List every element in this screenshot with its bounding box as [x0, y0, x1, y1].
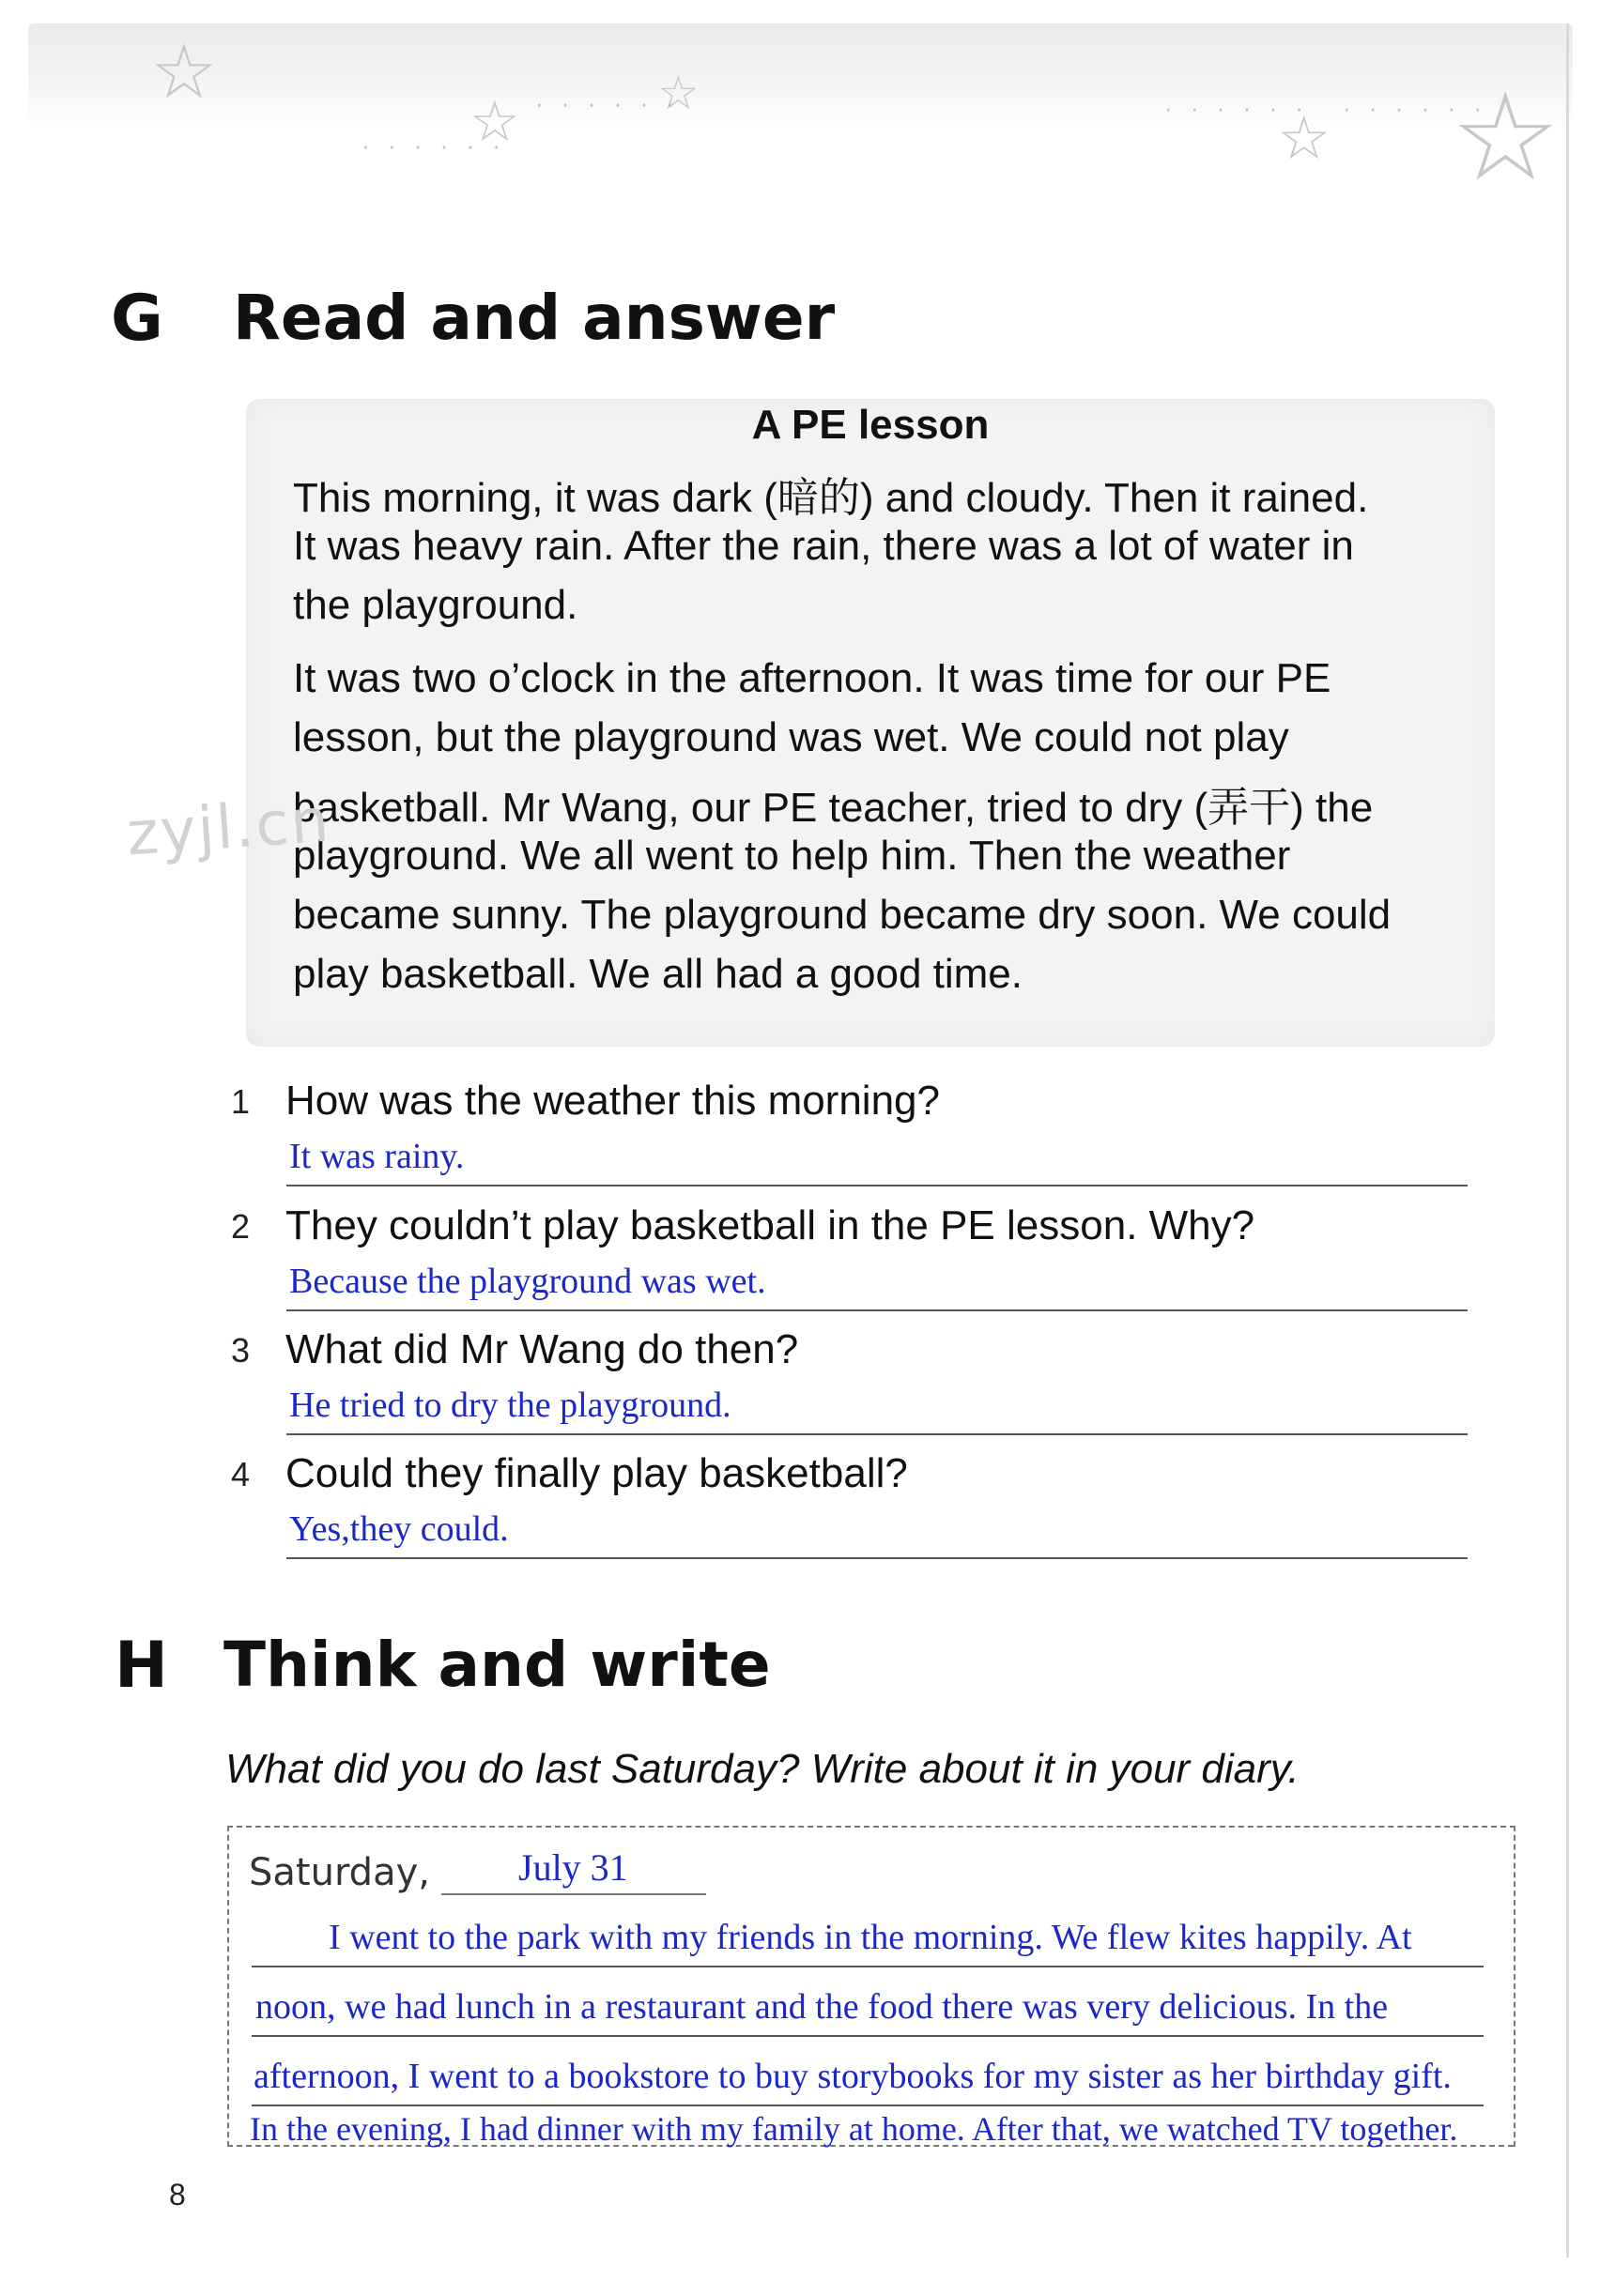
- diary-rule: [252, 2105, 1484, 2106]
- question-text: They couldn’t play basketball in the PE lesson. Why?: [285, 1202, 1255, 1248]
- answer-line: [286, 1309, 1468, 1311]
- diary-line: afternoon, I went to a bookstore to buy storybooks for my sister as her birthday gift.: [254, 2057, 1452, 2096]
- question-text: How was the weather this morning?: [285, 1078, 940, 1124]
- passage-line: became sunny. The playground became dry soon. We could: [293, 892, 1392, 938]
- passage-line: It was two o’clock in the afternoon. It was time for our PE: [293, 655, 1331, 701]
- section-g-letter: G: [111, 282, 163, 356]
- answer-text: He tried to dry the playground.: [289, 1385, 731, 1425]
- diary-date: July 31: [518, 1846, 628, 1889]
- header-decoration: [28, 23, 1573, 127]
- dotted-trail: · · · · · ·: [362, 131, 507, 160]
- diary-day-label: Saturday,: [249, 1851, 430, 1894]
- watermark: zyjl.cn: [124, 786, 333, 870]
- question-number: 3: [231, 1331, 251, 1370]
- diary-line: In the evening, I had dinner with my family at home. After that, we watched TV together.: [250, 2110, 1458, 2148]
- answer-line: [286, 1433, 1468, 1435]
- answer-text: It was rainy.: [289, 1137, 465, 1176]
- question-number: 1: [231, 1082, 251, 1121]
- diary-line: I went to the park with my friends in the morning. We flew kites happily. At: [329, 1918, 1412, 1957]
- diary-line: noon, we had lunch in a restaurant and the food there was very delicious. In the: [255, 1987, 1389, 2027]
- star-icon: ☆: [1451, 69, 1561, 206]
- star-icon: ☆: [150, 30, 218, 114]
- dotted-trail: · · · · · ·: [535, 89, 681, 117]
- answer-line: [286, 1557, 1468, 1559]
- dotted-trail: · · · · · ·: [1164, 94, 1310, 122]
- question-number: 4: [231, 1455, 251, 1493]
- diary-rule: [252, 1966, 1484, 1967]
- passage-line: lesson, but the playground was wet. We could not play: [293, 714, 1289, 760]
- answer-text: Yes,they could.: [289, 1509, 509, 1549]
- page-number: 8: [169, 2178, 186, 2212]
- passage-line: playground. We all went to help him. Then the weather: [293, 833, 1291, 879]
- section-g-title: Read and answer: [233, 282, 836, 354]
- answer-text: Because the playground was wet.: [289, 1262, 766, 1301]
- passage-line: play basketball. We all had a good time.: [293, 951, 1023, 997]
- star-icon: ☆: [657, 67, 700, 119]
- question-text: Could they finally play basketball?: [285, 1450, 908, 1496]
- section-h-title: Think and write: [223, 1629, 771, 1701]
- passage-line: the playground.: [293, 582, 578, 628]
- dotted-trail: · · · · · ·: [1343, 94, 1488, 122]
- passage-title: A PE lesson: [751, 402, 990, 448]
- question-number: 2: [231, 1207, 251, 1246]
- date-line: [441, 1893, 706, 1895]
- passage-line: This morning, it was dark (暗的) and cloudy. Then it rained.: [293, 475, 1369, 521]
- star-icon: ☆: [469, 90, 520, 153]
- answer-line: [286, 1185, 1468, 1186]
- question-text: What did Mr Wang do then?: [285, 1326, 799, 1372]
- passage-line: basketball. Mr Wang, our PE teacher, tried to dry (弄干) the: [293, 785, 1374, 831]
- writing-prompt: What did you do last Saturday? Write about it in your diary.: [225, 1746, 1300, 1792]
- section-h-letter: H: [115, 1629, 168, 1703]
- star-icon: ☆: [1277, 104, 1331, 172]
- page-edge: [1566, 23, 1569, 2258]
- passage-line: It was heavy rain. After the rain, there was a lot of water in: [293, 523, 1354, 569]
- diary-rule: [252, 2035, 1484, 2037]
